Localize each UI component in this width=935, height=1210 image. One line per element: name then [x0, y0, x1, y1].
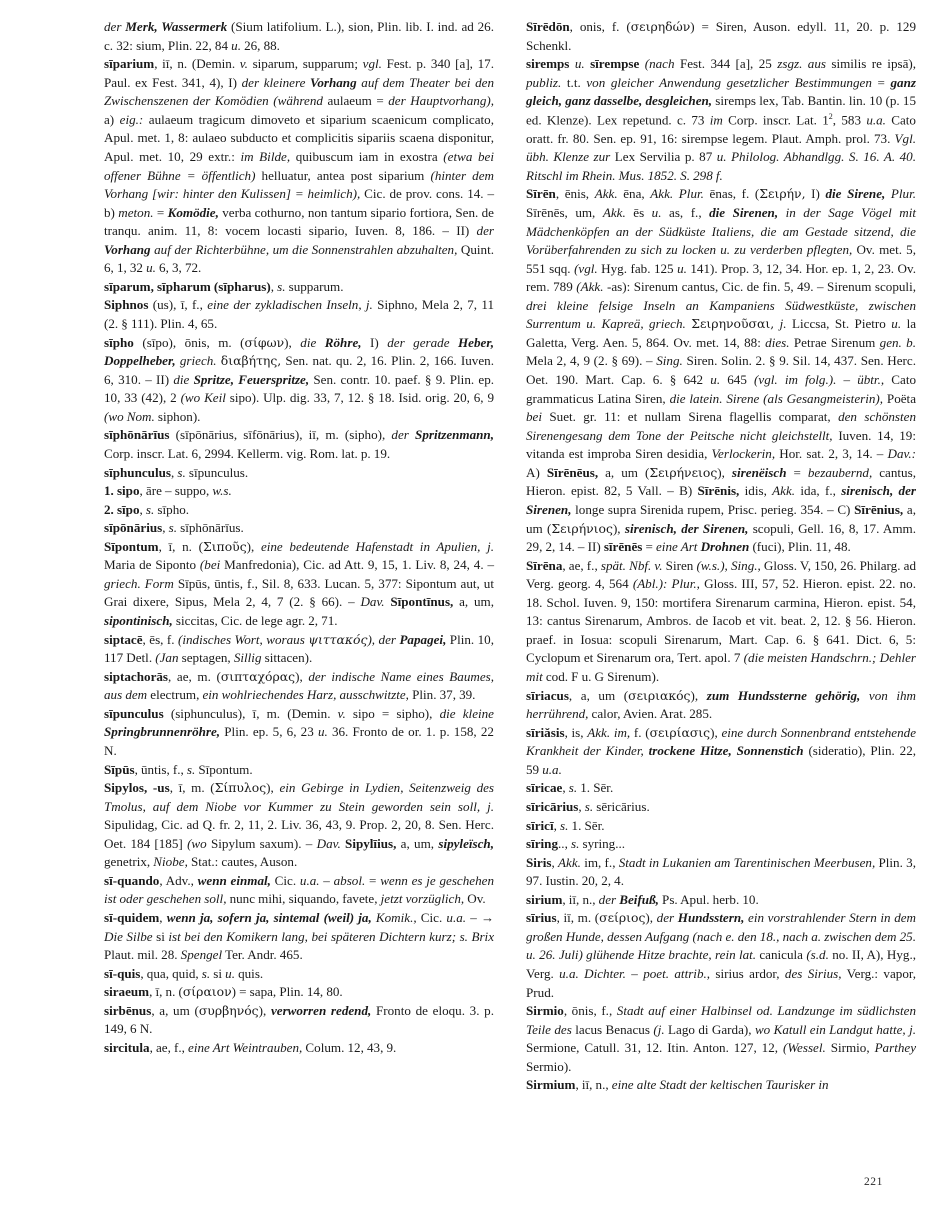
- dictionary-entry: sīphōnārīus (sīpōnārius, sīfōnārius), iī, m. (sipho), der Spritzenmann, Corp. inscr. Lat. 6, 2994. Kellerm. vig. Rom. lat. p. 19.: [104, 427, 494, 461]
- dictionary-entry: sirium, iī, n., der Beifuß, Ps. Apul. herb. 10.: [526, 891, 759, 907]
- dictionary-entry: sī-quis, qua, quid, s. si u. quis.: [104, 965, 264, 981]
- dictionary-entry: sī-quando, Adv., wenn einmal, Cic. u.a. – absol. = wenn es je geschehen ist oder geschehen soll, nunc mihi, siquando, favete, jetzt vorzüglich, Ov.: [104, 872, 494, 907]
- dictionary-entry: Sīpūs, ūntis, f., s. Sīpontum.: [104, 761, 253, 777]
- dictionary-entry: sīricārius, s. sēricārius.: [526, 798, 650, 814]
- dictionary-entry: Sipylos, -us, ī, m. (Σίπυλος), ein Gebirge in Lydien, Seitenzweig des Tmolus, auf dem Niobe vor Kummer zu Stein geworden sein soll, j. Sipulidag, Cic. ad Q. fr. 2, 11, 2. Liv. 36, 43, 9. Prop. 2, 20, 8. Sen. Herc. Oet. 184 [185] (wo Sipylum saxum). – Dav. Sipylīius, a, um, sipyleïsch, genetrix, Niobe, Stat.: cautes, Auson.: [104, 780, 495, 870]
- dictionary-entry: Sirmio, ōnis, f., Stadt auf einer Halbinsel od. Landzunge im südlichsten Teile des lacus Benacus (j. Lago di Garda), wo Katull ein Landgut hatte, j. Sermione, Catull. 31, 12. Itin. Anton. 127, 12, (Wessel. Sirmio, Parthey Sermio).: [526, 1003, 917, 1074]
- dictionary-entry: sīriacus, a, um (σειριακός), zum Hundssterne gehörig, von ihm herrührend, calor, Avien. Arat. 285.: [526, 687, 917, 722]
- page-number: 221: [863, 1176, 883, 1188]
- dictionary-entry: siptachorās, ae, m. (σιπταχόρας), der indische Name eines Baumes, aus dem electrum, ein wohlriechendes Harz, ausschwitzte, Plin. 37, 39.: [104, 668, 495, 703]
- dictionary-entry: sīricae, s. 1. Sēr.: [526, 780, 614, 796]
- dictionary-entry: Siris, Akk. im, f., Stadt in Lukanien am Tarentinischen Meerbusen, Plin. 3, 97. Iustin. 20, 2, 4.: [526, 854, 916, 889]
- dictionary-entry: sīparum, sīpharum (sīpharus), s. supparum.: [104, 278, 344, 294]
- dictionary-entry: sīricī, s. 1. Sēr.: [526, 817, 605, 833]
- dictionary-entry: sircitula, ae, f., eine Art Weintrauben, Colum. 12, 43, 9.: [104, 1039, 397, 1055]
- dictionary-entry: Sīpontum, ī, n. (Σιποῦς), eine bedeutende Hafenstadt in Apulien, j. Maria de Siponto (bei Manfredonia), Cic. ad Att. 9, 15, 1. Liv. 8, 24, 4. – griech. Form Sīpūs, ūntis, f., Sil. 8, 633. Lucan. 5, 377: Sipontum aut, ut Grai dixere, Sipus, Mela 2, 4, 7 (2. § 66). – Dav. Sīpontīnus, a, um, sipontinisch, siccitas, Cic. de lege agr. 2, 71.: [104, 538, 495, 628]
- dictionary-entry: Sīrēn, ēnis, Akk. ēna, Akk. Plur. ēnas, f. (Σειρήν, I) die Sirene, Plur. Sīrēnēs, um, Akk. ēs u. as, f., die Sirenen, in der Sage Vögel mit Mädchenköpfen an der Südküste Italiens, die am Gestade sitzend, die Vorüberfahrenden zu sich zu locken u. zu verderben pflegten, Ov. met. 5, 551 sqq. (vgl. Hyg. fab. 125 u. 141). Prop. 3, 12, 34. Hor. ep. 1, 2, 23. Ov. rem. 789 (Akk. -as): Sirenum cantus, Cic. de fin. 5, 49. – Sirenum scopuli, drei kleine felsige Inseln an Kampaniens Südwestküste, zwischen Surrentum u. Kapreä, griech. Σειρηνοῦσαι, j. Liccsa, St. Pietro u. la Galetta, Verg. Aen. 5, 864. Ov. met. 14, 88: dies. Petrae Sirenum gen. b. Mela 2, 4, 9 (2. § 69). – Sing. Siren. Solin. 2. § 9. Sil. 14, 437. Sen. Herc. Oet. 190. Mart. Cap. 6. § 642 u. 645 (vgl. im folg.). – übtr., Cato grammaticus Latina Siren, die latein. Sirene (als Gesangmeisterin), Poëta bei Suet. gr. 11: et nullam Sirena flagellis comparat, den schönsten Sirenengesang dem Tone der Peitsche nicht gleichstellt, Iuven. 14, 19: vitanda est improba Siren desidia, Verlockerin, Hor. sat. 2, 3, 14. – Dav.: A) Sīrēnēus, a, um (Σειρήνειος), sirenëisch = bezaubernd, cantus, Hieron. epist. 82, 5 Vall. – B) Sīrēnis, idis, Akk. ida, f., sirenisch, der Sirenen, longe supra Sirenida rupem, Prisc. perieg. 354. – C) Sīrēnius, a, um (Σειρήνιος), sirenisch, der Sirenen, scopuli, Gell. 16, 8, 17. Amm. 29, 2, 14. – II) sīrēnēs = eine Art Drohnen (fuci), Plin. 11, 48.: [526, 186, 917, 555]
- dictionary-entry: sīpho (sīpo), ōnis, m. (σίφων), die Röhre, I) der gerade Heber, Doppelheber, griech. διαβήτης, Sen. nat. qu. 2, 16. Plin. 2, 166. Iuven. 6, 310. – II) die Spritze, Feuerspritze, Sen. contr. 10. paef. § 9. Plin. ep. 10, 33 (42), 2 (wo Keil sipo). Ulp. dig. 33, 7, 12. § 18. Isid. orig. 20, 6, 9 (wo Nom. siphon).: [104, 334, 495, 424]
- dictionary-entry: Sīrēna, ae, f., spät. Nbf. v. Siren (w.s.), Sing., Gloss. V, 150, 26. Philarg. ad Verg. georg. 4, 564 (Abl.): Plur., Gloss. III, 57, 52. Hieron. epist. 22. no. 18. Schol. Iuven. 9, 150: mortifera Sirenarum carmina, Hieron. epist. 54, 13: cantus Sirenarum, Ambros. de Iacob et vit. beat. 2, 12. § 56. Hieron. praef. in Iosua: scopuli Sirenarum, Mart. Cap. 6. § 641. Dict. 6, 5: Cyclopum et Sirenarum ora, Tert. apol. 7 (die meisten Handschrn.; Dehler mit cod. F u. G Sirenum).: [526, 557, 916, 685]
- dictionary-entry: Sirmium, iī, n., eine alte Stadt der keltischen Taurisker in: [526, 1077, 829, 1093]
- dictionary-entry: der Merk, Wassermerk (Sium latifolium. L.), sion, Plin. lib. I. ind. ad 26. c. 32: sium, Plin. 22, 84 u. 26, 88.: [104, 19, 495, 53]
- dictionary-entry: sirbēnus, a, um (συρβηνός), verworren redend, Fronto de eloqu. 3. p. 149, 6 N.: [104, 1002, 495, 1037]
- dictionary-entry: sīpunculus (siphunculus), ī, m. (Demin. v. sipo = sipho), die kleine Springbrunnenröhre, Plin. ep. 5, 6, 23 u. 36. Fronto de or. 1. p. 158, 22 N.: [104, 705, 494, 758]
- dictionary-entry: Siphnos (us), ī, f., eine der zykladischen Inseln, j. Siphno, Mela 2, 7, 11 (2. § 111). Plin. 4, 65.: [104, 297, 495, 331]
- dictionary-entry: sīparium, iī, n. (Demin. v. siparum, supparum; vgl. Fest. p. 340 [a], 17. Paul. ex Fest. 341, 4), I) der kleinere Vorhang auf dem Theater bei den Zwischenszenen der Komödien (während aulaeum = der Hauptvorhang), a) eig.: aulaeum tragicum dimoveto et siparium scaenicum complicato, Apul. met. 1, 8: aulaeo subducto et complicitis sipariis scaena disponitur, Apul. met. 10, 29 extr.: im Bilde, quibuscum iam in exostra (etwa bei offener Bühne = öffentlich) helluatur, antea post siparium (hinter dem Vorhang [wir: hinter den Kulissen] = heimlich), Cic. de prov. cons. 14. – b) meton. = Komödie, verba cothurno, non tantum sipario fortiora, Sen. de tranqu. anim. 11, 8: vocem locasti sipario, Iuven. 8, 186. – II) der Vorhang auf der Richterbühne, um die Sonnenstrahlen abzuhalten, Quint. 6, 1, 32 u. 6, 3, 72.: [104, 56, 495, 276]
- two-column-layout: [104, 18, 917, 1095]
- dictionary-entry: sīriăsis, is, Akk. im, f. (σειρίασις), eine durch Sonnenbrand entstehende Krankheit der Kinder, trockene Hitze, Sonnenstich (sideratio), Plin. 22, 59 u.a.: [526, 724, 917, 777]
- left-column: [104, 18, 494, 1058]
- dictionary-entry: siraeum, ī, n. (σίραιον) = sapa, Plin. 14, 80.: [104, 984, 343, 1000]
- dictionary-entry: sīpōnārius, s. sīphōnārīus.: [104, 520, 244, 536]
- dictionary-entry: 1. sipo, āre – suppo, w.s.: [104, 483, 232, 499]
- dictionary-entry: sīphunculus, s. sīpunculus.: [104, 464, 249, 480]
- dictionary-entry: sīring.., s. syring...: [526, 836, 626, 852]
- dictionary-entry: 2. sīpo, s. sīpho.: [104, 501, 190, 517]
- right-column: [526, 18, 916, 1095]
- dictionary-entry: siptacē, ēs, f. (indisches Wort, woraus ψιττακός), der Papagei, Plin. 10, 117 Detl. (Jan septagen, Sillig sittacen).: [104, 631, 494, 666]
- dictionary-entry: Sīrēdōn, onis, f. (σειρηδών) = Siren, Auson. edyll. 11, 20. p. 129 Schenkl.: [526, 19, 916, 53]
- dictionary-entry: sīrius, iī, m. (σείριος), der Hundsstern, ein vorstrahlender Stern in dem großen Hunde, dessen Aufgang (nach e. den 18., nach a. zwischen dem 25. u. 26. Juli) glühende Hitze brachte, rein lat. canicula (s.d. no. II, A), Hyg., Verg. u.a. Dichter. – poet. attrib., sirius ardor, des Sirius, Verg.: vapor, Prud.: [526, 910, 917, 1000]
- dictionary-entry: sī-quidem, wenn ja, sofern ja, sintemal (weil) ja, Komik., Cic. u.a. – → Die Silbe si ist bei den Komikern lang, bei späteren Dichtern kurz; s. Brix Plaut. mil. 28. Spengel Ter. Andr. 465.: [104, 910, 495, 963]
- dictionary-entry: siremps u. sīrempse (nach Fest. 344 [a], 25 zsgz. aus similis re ipsā), publiz. t.t. von gleicher Anwendung gesetzlicher Bestimmungen = ganz gleich, ganz dasselbe, desgleichen, siremps lex, Tab. Bantin. lin. 10 (p. 15 ed. Klenze). Lex repetund. c. 73 im Corp. inscr. Lat. $1^2$, 583 u.a. Cato oratt. fr. 80. Sen. ep. 91, 16: sirempse legem. Plaut. Amph. prol. 73. Vgl. übh. Klenze zur Lex Servilia p. 87 u. Philolog. Abhandlgg. S. 16. A. 40. Ritschl im Rhein. Mus. 1852. S. 298 f.: [526, 56, 917, 183]
